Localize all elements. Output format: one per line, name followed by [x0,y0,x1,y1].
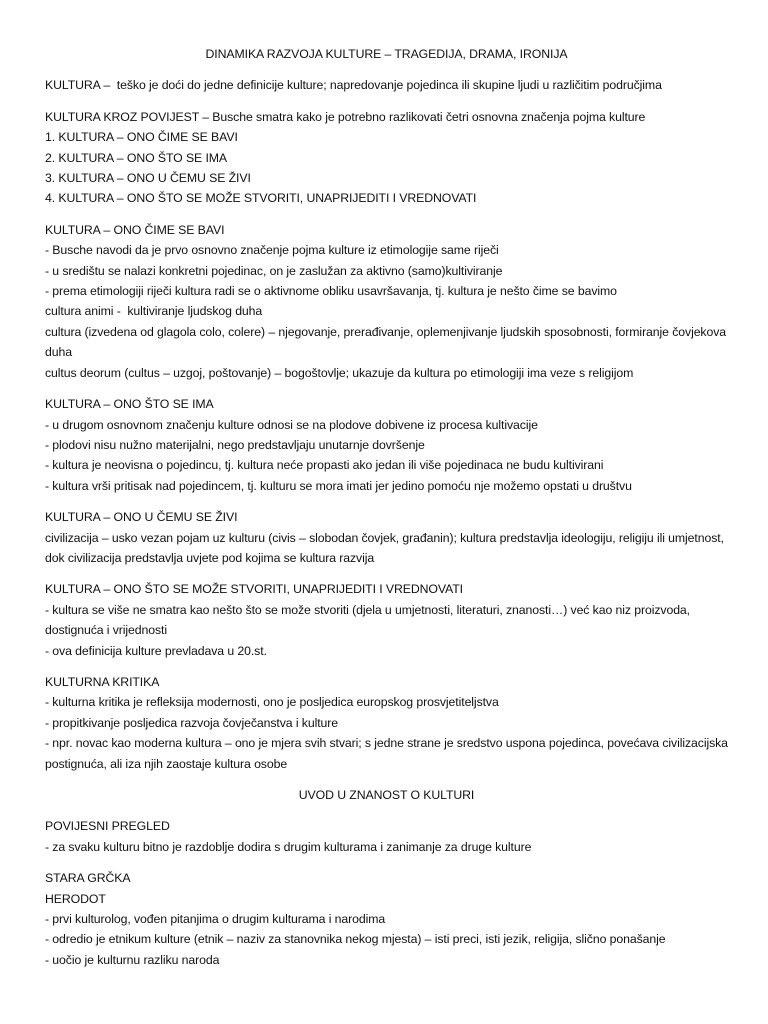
section-heading: KULTURA – ONO ŠTO SE MOŽE STVORITI, UNAPRIJEDITI I VREDNOVATI [45,582,463,597]
list-item: cultura animi - kultiviranje ljudskog duha [45,304,263,319]
list-item: - za svaku kulturu bitno je razdoblje dodira s drugim kulturama i zanimanje za druge kulture [45,839,532,854]
section-stara-grcka [45,868,728,970]
list-item: - kultura je neovisna o pojedincu, tj. kultura neće propasti ako jedan ili više pojedinaca ne budu kultivirani [45,458,604,473]
list-item: 1. KULTURA – ONO ČIME SE BAVI [45,130,238,145]
section-u-cemu-se-zivi [45,507,728,568]
list-item: - kultura se više ne smatra kao nešto što se može stvoriti (djela u umjetnosti, literaturi, znanosti…) već kao niz proizvoda, dostignuća i vrijednosti [45,602,694,638]
subheading: HERODOT [45,891,106,906]
section-kroz-povijest [45,107,728,209]
list-item: cultura (izvedena od glagola colo, colere) – njegovanje, prerađivanje, oplemenjivanje ljudskih sposobnosti, formiranje čovjekova duha [45,324,730,360]
section-heading: KULTURA KROZ POVIJEST – Busche smatra kako je potrebno razlikovati četri osnovna značenja pojma kulture [45,109,646,124]
list-item: 3. KULTURA – ONO U ČEMU SE ŽIVI [45,171,251,186]
section-cime-se-bavi [45,220,728,383]
section-povijesni-pregled [45,816,728,857]
section-heading: POVIJESNI PREGLED [45,819,170,834]
list-item: cultus deorum (cultus – uzgoj, poštovanje) – bogoštovlje; ukazuje da kultura po etimologiji ima veze s religijom [45,365,634,380]
list-item: - ova definicija kulture prevladava u 20.st. [45,643,267,658]
list-item: civilizacija – usko vezan pojam uz kulturu (civis – slobodan čovjek, građanin); kultura predstavlja ideologiju, religiju ili umjetnost, dok civilizacija predstavlja uvjete pod kojima se kultura razvija [45,530,728,565]
section-heading: KULTURA – ONO ŠTO SE IMA [45,397,214,412]
list-item: - propitkivanje posljedica razvoja čovječanstva i kulture [45,715,338,730]
section-kulturna-kritika [45,672,732,774]
list-item: - plodovi nisu nužno materijalni, nego predstavljaju unutarnje dovršenje [45,437,425,452]
section-heading: KULTURA – ONO ČIME SE BAVI [45,222,225,237]
list-item: - u središtu se nalazi konkretni pojedinac, on je zaslužan za aktivno (samo)kultiviranje [45,263,503,278]
list-item: 4. KULTURA – ONO ŠTO SE MOŽE STVORITI, UNAPRIJEDITI I VREDNOVATI [45,191,477,206]
section-heading: STARA GRČKA [45,871,131,886]
list-item: 2. KULTURA – ONO ŠTO SE IMA [45,150,228,165]
list-item: - Busche navodi da je prvo osnovno značenje pojma kulture iz etimologije same riječi [45,243,499,258]
section-stvoriti [45,579,728,661]
list-item: - prvi kulturolog, vođen pitanjima o drugim kulturama i narodima [45,912,386,927]
list-item: - u drugom osnovnom značenju kulture odnosi se na plodove dobivene iz procesa kultivacije [45,417,538,432]
list-item: - npr. novac kao moderna kultura – ono je mjera svih stvari; s jedne strane je sredstvo uspona pojedinca, povećava civilizacijska postignuća, ali iza njih zaostaje kultura osobe [45,736,732,771]
list-item: - odredio je etnikum kulture (etnik – naziv za stanovnika nekog mjesta) – isti preci, isti jezik, religija, slično ponašanje [45,932,666,947]
section-heading: KULTURNA KRITIKA [45,674,160,689]
section-sto-se-ima [45,394,728,496]
list-item: - uočio je kulturnu razliku naroda [45,952,220,967]
list-item: - kulturna kritika je refleksija modernosti, ono je posljedica europskog prosvjetiteljstva [45,695,499,710]
intro-paragraph: KULTURA – teško je doći do jedne definicije kulture; napredovanje pojedinca ili skupine ljudi u različitim područjima [45,78,662,93]
document-title: DINAMIKA RAZVOJA KULTURE – TRAGEDIJA, DRAMA, IRONIJA [205,47,568,61]
list-item: - kultura vrši pritisak nad pojedincem, tj. kulturu se mora imati jer jedino pomoću nje možemo opstati u društvu [45,478,632,493]
section-heading: KULTURA – ONO U ČEMU SE ŽIVI [45,510,238,525]
document-subtitle: UVOD U ZNANOST O KULTURI [298,788,475,802]
list-item: - prema etimologiji riječi kultura radi se o aktivnome obliku usavršavanja, tj. kultura je nešto čime se bavimo [45,284,617,299]
